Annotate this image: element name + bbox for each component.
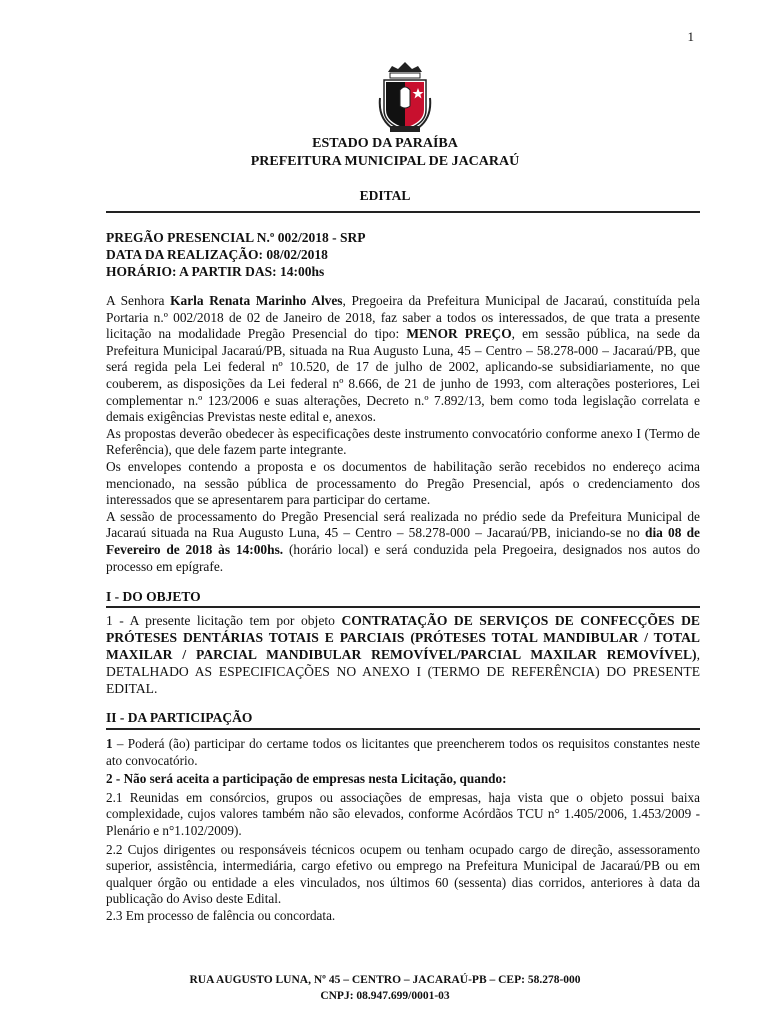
intro-paragraph-3: Os envelopes contendo a proposta e os documentos de habilitação serão recebidos no endereço acima mencionado, na sessão pública de processamento do Pregão Presencial, após o credenciamento dos interessados que se apresentarem para participar do certame. — [106, 458, 700, 508]
document-header — [0, 135, 770, 171]
divider — [106, 211, 700, 213]
section-title-participacao: II - DA PARTICIPAÇÃO — [106, 710, 253, 725]
participacao-text — [106, 736, 700, 927]
item-2-3: 2.3 Em processo de falência ou concordata. — [106, 907, 336, 923]
page-footer — [0, 972, 770, 1004]
page-number: 1 — [687, 29, 694, 44]
text-span: – Poderá (ão) participar do certame todos os licitantes que preencherem todos os requisitos constantes neste ato convocatório. — [106, 736, 700, 768]
text-span: , Pregoeira da Prefeitura Municipal de Jacaraú, constituída pela Portaria n.º 002/2018 de 02 de Janeiro de 2018, faz saber a todos os interessados, de que trata a presente licitação na modalidade Pregão Presencial do tipo: — [106, 293, 700, 342]
intro-text — [106, 293, 700, 575]
intro-paragraph-1 — [106, 293, 700, 426]
item-number: 1 — [106, 736, 113, 751]
pregao-number: PREGÃO PRESENCIAL N.º 002/2018 - SRP — [106, 230, 366, 245]
text-span: , DETALHADO AS ESPECIFICAÇÕES NO ANEXO I (TERMO DE REFERÊNCIA) DO PRESENTE EDITAL. — [106, 647, 700, 696]
divider — [106, 728, 700, 730]
objeto-text — [106, 612, 700, 697]
document-title: EDITAL — [359, 188, 411, 203]
intro-paragraph-2: As propostas deverão obedecer às especificações deste instrumento convocatório conforme anexo I (Termo de Referência), que dele fazem parte integrante. — [106, 425, 700, 458]
pregoeira-name: Karla Renata Marinho Alves — [170, 293, 343, 308]
item-2 — [106, 771, 700, 788]
realization-date: DATA DA REALIZAÇÃO: 08/02/2018 — [106, 247, 328, 262]
divider — [106, 606, 700, 608]
text-span: (horário local) e será conduzida pela Pregoeira, designados nos autos do processo em epígrafe. — [106, 541, 700, 574]
text-span: A Senhora — [106, 293, 171, 308]
text-span: , em sessão pública, na sede da Prefeitura Municipal Jacaraú/PB, situada na Rua Augusto Luna, 45 – Centro – 58.278-000 – Jacaraú/PB, que será regida pela Lei federal nº 10.520, de 17 de julho de 2002, aplicando-se subsidiariamente, no que couberem, as disposições da Lei federal nº 8.666, de 21 de junho de 1993, com alterações posteriores, Lei complementar n.º 123/2006 e suas alterações, Decreto n.º 7.892/13, bem como toda legislação correlata e demais exigências Previstas neste edital e, anexos. — [106, 326, 700, 425]
auction-meta — [106, 229, 700, 280]
item-2-heading: 2 - Não será aceita a participação de empresas nesta Licitação, quando: — [106, 771, 507, 787]
intro-paragraph-4 — [106, 509, 700, 575]
objeto-description: CONTRATAÇÃO DE SERVIÇOS DE CONFECÇÕES DE PRÓTESES DENTÁRIAS TOTAIS E PARCIAIS (PRÓTESES TOTAL MANDIBULAR / TOTAL MAXILAR / PARCIAL MANDIBULAR REMOVÍVEL/PARCIAL MAXILAR REMOVÍVEL) — [106, 613, 700, 662]
item-2-1: 2.1 Reunidas em consórcios, grupos ou associações de empresas, haja vista que o objeto possui baixa complexidade, cujos valores também não são elevados, conforme Acórdãos TCU n° 1.405/2006, 1.453/2009 - Plenário e n°1.102/2009). — [106, 789, 700, 838]
footer-cnpj: CNPJ: 08.947.699/0001-03 — [320, 990, 450, 1002]
schedule-time: HORÁRIO: A PARTIR DAS: 14:00hs — [106, 264, 325, 279]
state-name: ESTADO DA PARAÍBA — [312, 136, 458, 151]
coat-of-arms-icon — [378, 58, 432, 134]
text-span: 1 - A presente licitação tem por objeto — [106, 613, 342, 628]
text-span: A sessão de processamento do Pregão Presencial será realizada no prédio sede da Prefeitura Municipal de Jacaraú situada na Rua Augusto Luna, 45 – Centro – 58.278-000 – Jacaraú/PB, iniciando-se no — [106, 508, 700, 541]
footer-address: RUA AUGUSTO LUNA, Nº 45 – CENTRO – JACARAÚ-PB – CEP: 58.278-000 — [189, 974, 581, 986]
prefecture-name: PREFEITURA MUNICIPAL DE JACARAÚ — [250, 154, 520, 169]
item-1 — [106, 736, 700, 769]
item-2-2: 2.2 Cujos dirigentes ou responsáveis técnicos ocupem ou tenham ocupado cargo de direção, assessoramento superior, assistência, intermediária, cargo efetivo ou emprego na Prefeitura Municipal de Jacaraú/PB ou em qualquer órgão ou entidade a eles vinculados, nos últimos 60 (sessenta) dias corridos, anteriores à data da publicação do Aviso deste Edital. — [106, 841, 700, 907]
session-date: dia 08 de Fevereiro de 2018 às 14:00hs. — [106, 525, 700, 557]
section-title-objeto: I - DO OBJETO — [106, 589, 201, 604]
bid-type: MENOR PREÇO — [406, 326, 512, 342]
